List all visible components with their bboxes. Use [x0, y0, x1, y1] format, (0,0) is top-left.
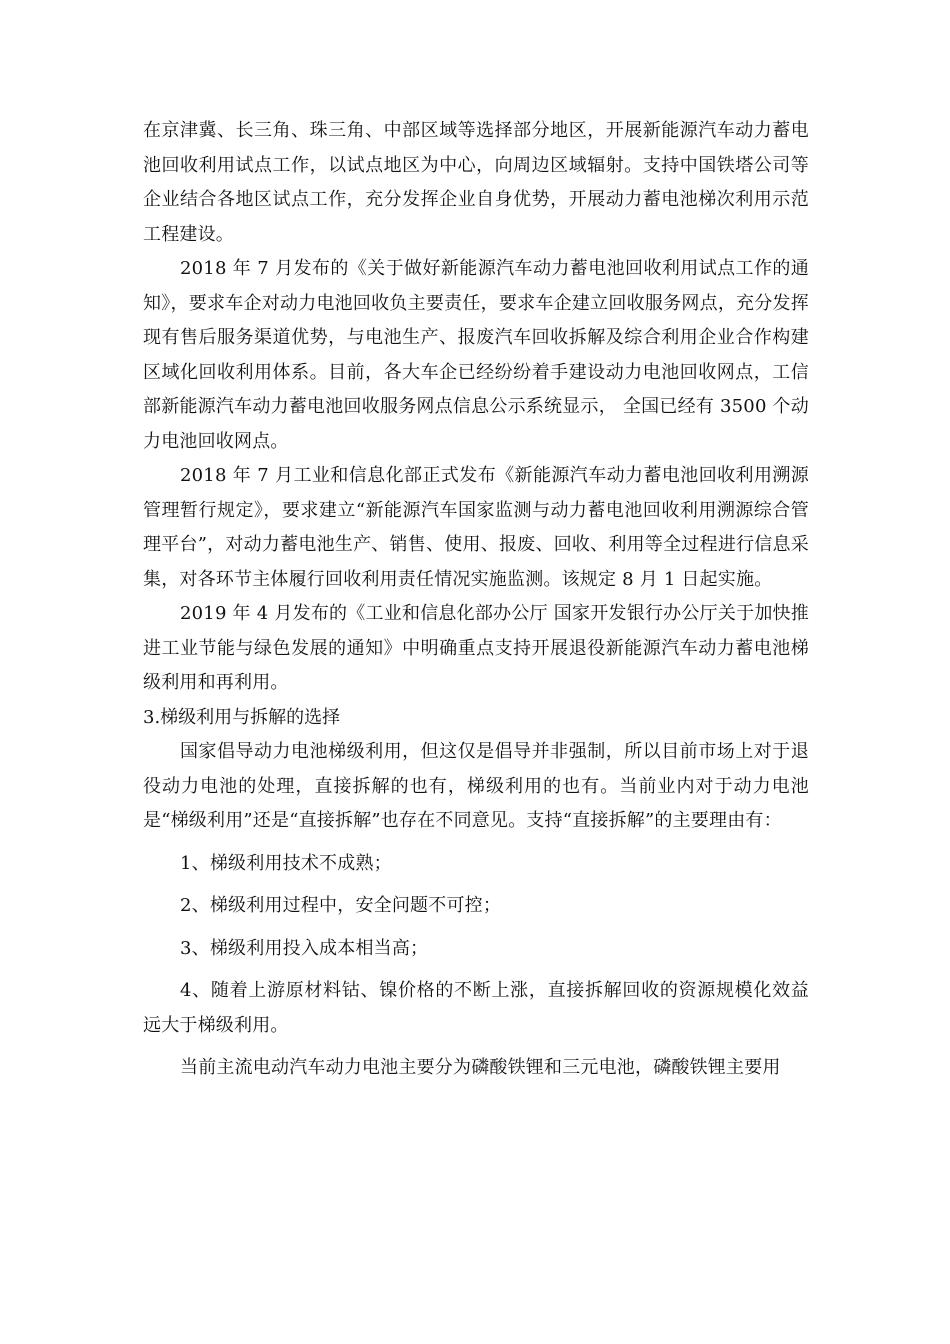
paragraph-2019-notice: 2019 年 4 月发布的《工业和信息化部办公厅 国家开发银行办公厅关于加快推进工业节能与绿色发展的通知》中明确重点支持开展退役新能源汽车动力蓄电池梯级利用和再利用。: [143, 603, 809, 693]
reason-item-3: 3、梯级利用投入成本相当高；: [180, 937, 429, 959]
paragraph-battery-types: 当前主流电动汽车动力电池主要分为磷酸铁锂和三元电池，磷酸铁锂主要用: [180, 1057, 781, 1078]
paragraph-pilot-regions: 在京津冀、长三角、珠三角、中部区域等选择部分地区，开展新能源汽车动力蓄电池回收利用试点工作，以试点地区为中心，向周边区域辐射。支持中国铁塔公司等企业结合各地区试点工作，充分发挥企业自身优势，开展动力蓄电池梯次利用示范工程建设。: [143, 120, 809, 245]
paragraph-cascade-vs-dismantle: 国家倡导动力电池梯级利用，但这仅是倡导并非强制，所以目前市场上对于退役动力电池的处理，直接拆解的也有，梯级利用的也有。当前业内对于动力电池是“梯级利用”还是“直接拆解”也存在不同意见。支持“直接拆解”的主要理由有：: [143, 741, 809, 831]
paragraph-2018-traceability: 2018 年 7 月工业和信息化部正式发布《新能源汽车动力蓄电池回收利用溯源管理暂行规定》，要求建立“新能源汽车国家监测与动力蓄电池回收利用溯源综合管理平台”，对动力蓄电池生产、销售、使用、报废、回收、利用等全过程进行信息采集，对各环节主体履行回收利用责任情况实施监测。该规定 8 月 1 日起实施。: [143, 465, 809, 590]
reason-item-2: 2、梯级利用过程中，安全问题不可控；: [180, 895, 502, 916]
reason-item-1: 1、梯级利用技术不成熟；: [180, 852, 392, 874]
paragraph-2018-notice: 2018 年 7 月发布的《关于做好新能源汽车动力蓄电池回收利用试点工作的通知》，要求车企对动力电池回收负主要责任，要求车企建立回收服务网点，充分发挥现有售后服务渠道优势，与电池生产、报废汽车回收拆解及综合利用企业合作构建区域化回收利用体系。目前，各大车企已经纷纷着手建设动力电池回收网点，工信部新能源汽车动力蓄电池回收服务网点信息公示系统显示， 全国已经有 3500 个动力电池回收网点。: [143, 258, 809, 452]
section-heading: 3.梯级利用与拆解的选择: [143, 706, 341, 728]
document-body: [143, 114, 809, 1086]
reason-item-4: 4、随着上游原材料钴、镍价格的不断上涨，直接拆解回收的资源规模化效益远大于梯级利用。: [143, 980, 809, 1036]
